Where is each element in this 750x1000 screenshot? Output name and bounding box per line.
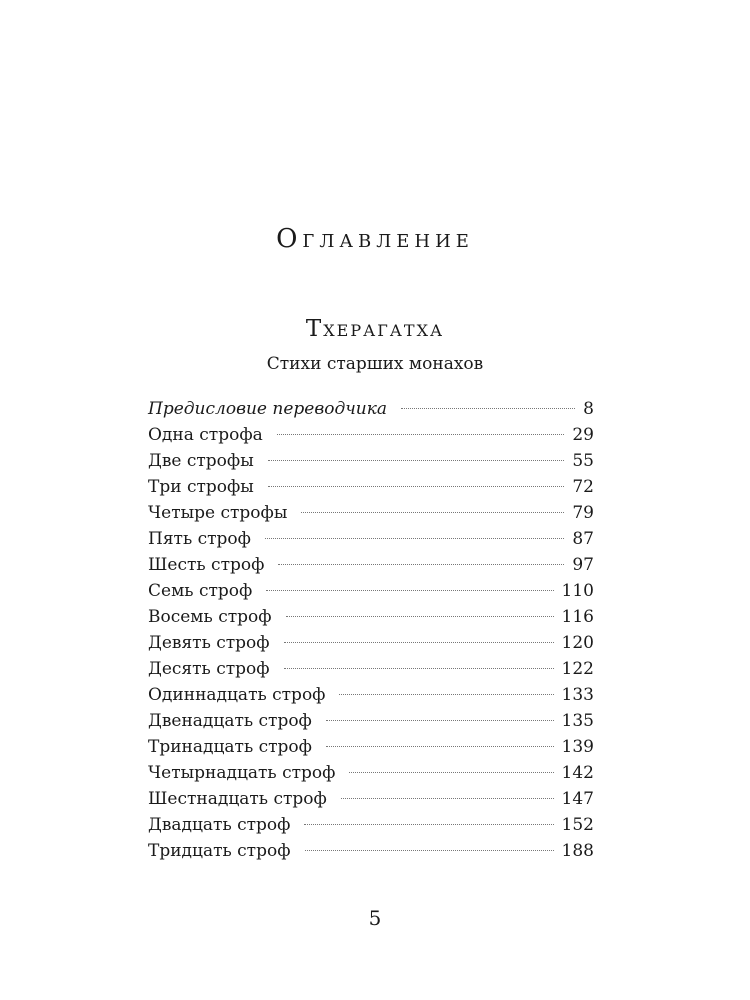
toc-entry-page: 133 bbox=[561, 685, 594, 705]
toc-entry[interactable] bbox=[148, 760, 594, 786]
toc-entry-page: 147 bbox=[561, 789, 594, 809]
toc-entry[interactable] bbox=[148, 500, 594, 526]
dot-leader bbox=[301, 512, 564, 513]
toc-entry-title: Четыре строфы bbox=[148, 503, 288, 523]
toc-entry[interactable] bbox=[148, 604, 594, 630]
toc-entry[interactable] bbox=[148, 396, 594, 422]
toc-entry-page: 29 bbox=[572, 425, 594, 445]
toc-entry[interactable] bbox=[148, 786, 594, 812]
dot-leader bbox=[284, 642, 554, 643]
toc-entry[interactable] bbox=[148, 708, 594, 734]
toc-entry-title: Две строфы bbox=[148, 451, 254, 471]
dot-leader bbox=[305, 850, 554, 851]
toc-entry[interactable] bbox=[148, 812, 594, 838]
dot-leader bbox=[326, 720, 554, 721]
toc-entry-page: 142 bbox=[561, 763, 594, 783]
page-heading: Оглавление bbox=[276, 224, 474, 254]
toc-entry-title: Пять строф bbox=[148, 529, 251, 549]
toc-entry-page: 97 bbox=[572, 555, 594, 575]
toc-entry-title: Двенадцать строф bbox=[148, 711, 312, 731]
toc-entry-title: Три строфы bbox=[148, 477, 254, 497]
dot-leader bbox=[401, 408, 575, 409]
dot-leader bbox=[266, 590, 553, 591]
toc-entry-page: 55 bbox=[572, 451, 594, 471]
toc-entry[interactable] bbox=[148, 448, 594, 474]
dot-leader bbox=[265, 538, 564, 539]
toc-entry-title: Двадцать строф bbox=[148, 815, 291, 835]
toc-entry[interactable] bbox=[148, 578, 594, 604]
toc-entry-title: Тринадцать строф bbox=[148, 737, 312, 757]
toc-entry[interactable] bbox=[148, 474, 594, 500]
book-subtitle: Стихи старших монахов bbox=[266, 354, 484, 374]
dot-leader bbox=[286, 616, 554, 617]
toc-entry-title: Одиннадцать строф bbox=[148, 685, 326, 705]
toc-entry-page: 188 bbox=[561, 841, 594, 861]
dot-leader bbox=[349, 772, 553, 773]
toc-entry-title: Предисловие переводчика bbox=[148, 399, 388, 419]
toc-entry-title: Четырнадцать строф bbox=[148, 763, 336, 783]
toc-entry-title: Тридцать строф bbox=[148, 841, 291, 861]
toc-entry-title: Семь строф bbox=[148, 581, 253, 601]
dot-leader bbox=[339, 694, 553, 695]
toc-entry[interactable] bbox=[148, 682, 594, 708]
toc-entry-page: 87 bbox=[572, 529, 594, 549]
toc-entry-title: Шестнадцать строф bbox=[148, 789, 327, 809]
toc-entry-page: 72 bbox=[572, 477, 594, 497]
table-of-contents bbox=[148, 396, 594, 864]
dot-leader bbox=[341, 798, 554, 799]
toc-entry-page: 152 bbox=[561, 815, 594, 835]
dot-leader bbox=[326, 746, 554, 747]
dot-leader bbox=[278, 564, 564, 565]
toc-entry-title: Шесть строф bbox=[148, 555, 265, 575]
dot-leader bbox=[268, 486, 565, 487]
page-number: 5 bbox=[368, 906, 382, 930]
toc-entry-page: 79 bbox=[572, 503, 594, 523]
toc-entry-title: Девять строф bbox=[148, 633, 270, 653]
toc-entry-page: 122 bbox=[561, 659, 594, 679]
toc-entry[interactable] bbox=[148, 630, 594, 656]
toc-entry[interactable] bbox=[148, 552, 594, 578]
toc-entry-title: Десять строф bbox=[148, 659, 270, 679]
dot-leader bbox=[304, 824, 553, 825]
toc-entry[interactable] bbox=[148, 656, 594, 682]
toc-entry[interactable] bbox=[148, 422, 594, 448]
dot-leader bbox=[284, 668, 554, 669]
toc-entry-page: 116 bbox=[561, 607, 594, 627]
dot-leader bbox=[277, 434, 565, 435]
book-title: Тхерагатха bbox=[305, 316, 445, 342]
toc-entry-page: 8 bbox=[583, 399, 594, 419]
toc-entry-page: 120 bbox=[561, 633, 594, 653]
toc-entry[interactable] bbox=[148, 734, 594, 760]
toc-entry-page: 110 bbox=[561, 581, 594, 601]
toc-entry[interactable] bbox=[148, 526, 594, 552]
toc-entry-page: 139 bbox=[561, 737, 594, 757]
dot-leader bbox=[268, 460, 565, 461]
toc-entry[interactable] bbox=[148, 838, 594, 864]
toc-entry-title: Одна строфа bbox=[148, 425, 263, 445]
toc-entry-page: 135 bbox=[561, 711, 594, 731]
toc-entry-title: Восемь строф bbox=[148, 607, 272, 627]
